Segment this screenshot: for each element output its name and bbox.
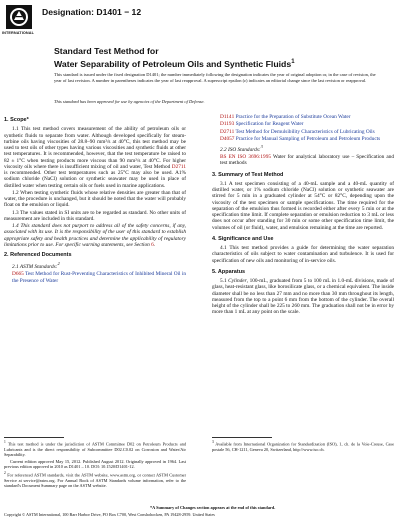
section-1-heading: 1. Scope*: [4, 117, 29, 123]
copyright-line: Copyright © ASTM International, 100 Barr Harbor Drive, PO Box C700, West Conshohocken, PA 19428-2959. United States: [4, 512, 215, 517]
link-section-6[interactable]: 6: [151, 241, 154, 248]
reference-code[interactable]: D2711: [220, 128, 235, 135]
reference-d1141[interactable]: [212, 114, 394, 120]
paragraph-1-1-tail: is recommended. Other test temperatures such as 25°C may also be used. A1% sodium chloride (NaCl) solution or synthetic seawater may be used in place of distilled water when testing certain oils or fuels used in marine applications.: [4, 170, 186, 189]
reference-d4057[interactable]: [212, 136, 394, 142]
footnote-1-text: This test method is under the jurisdiction of ASTM Committee D02 on Petroleum Products and Lubricants and is the direct responsibility of Subcommittee D02.C0.02 on Corrosion and Water/Air Separability.: [4, 441, 186, 457]
title-line-1: Standard Test Method for: [54, 46, 159, 56]
footnotes-right: [212, 440, 394, 452]
dod-note: This standard has been approved for use by agencies of the Department of Defense.: [54, 99, 205, 104]
reference-d1193[interactable]: [212, 121, 394, 127]
left-column: [4, 114, 186, 285]
paragraph-1-3: 1.3 The values stated in SI units are to be regarded as standard. No other units of measurement are included in this standard.: [4, 209, 186, 222]
title-line-2: [54, 57, 354, 69]
reference-code[interactable]: D1141: [220, 114, 235, 120]
reference-d665[interactable]: [4, 271, 186, 284]
paragraph-1-4: 1.4 This standard does not purport to address all of the safety concerns, if any, associated with its use. It is the responsibility of the user of this standard to establish appropriate safety and health practices and determine the applicability of regulatory limitations prior to use. For specific warning statements, see Section 6.: [4, 223, 186, 248]
section-5-heading: 5. Apparatus: [212, 268, 246, 275]
right-column: [212, 114, 394, 317]
paragraph-5-1-term: Cylinder: [228, 278, 247, 285]
reference-code[interactable]: BS EN ISO 3696:1995: [220, 154, 272, 161]
paragraph-5-1: [212, 278, 394, 316]
reference-code[interactable]: D4057: [220, 135, 235, 142]
paragraph-1-1: [4, 126, 186, 189]
astm-logo: [4, 4, 34, 38]
footnote-divider: [4, 437, 64, 438]
reference-code[interactable]: D1193: [220, 121, 235, 128]
footnotes-left: [4, 440, 186, 490]
paragraph-5-1-text: , 100-mL, graduated from 5 to 100 mL in 1.0-mL divisions, made of glass, heat-resistant glass, like borosilicate glass, or a chemical equivalent. The inside diameter shall be no less than 27 mm and no more than 30 mm throughout its length, measured from the top to a point 6 mm from the bottom of the cylinder. The overall height of the cylinder shall be 225 to 260 mm. The graduation shall not be in error by more than 1 mL at any point on the scale.: [212, 278, 394, 316]
reference-title[interactable]: Practice for the Preparation of Substitute Ocean Water: [235, 114, 351, 120]
paragraph-1-1-text: 1.1 This test method covers measurement of the ability of petroleum oils or synthetic fluids to separate from water. Although developed specifically for steam-turbine oils having viscosities of 28.8–90 mm²/s at 40°C, this test method may be used to test oils of other types having various viscosities and synthetic fluids at other test temperatures. It is recommended, however, that the test temperature be raised to 82 ± 1°C when testing products more viscous than 90 mm²/s at 40°C. For higher viscosity oils where there is insufficient mixing of oil and water, Test Method: [4, 126, 186, 170]
title-main: Water Separability of Petroleum Oils and Synthetic Fluids: [54, 58, 292, 69]
paragraph-2-2: [212, 144, 394, 153]
summary-of-changes-note: *A Summary of Changes section appears at the end of this standard.: [150, 505, 276, 510]
designation: Designation: D1401 − 12: [42, 7, 142, 17]
link-d2711[interactable]: D2711: [171, 163, 187, 170]
issuance-note: This standard is issued under the fixed designation D1401; the number immediately following the designation indicates the year of original adoption or, in the case of revision, the year of last revision. A number in parentheses indicates the year of last reapproval. A superscript epsilon (ε) indicates an editorial change since the last revision or reapproval.: [54, 72, 376, 83]
paragraph-5-1-lead: 5.1: [220, 278, 227, 285]
reference-iso-3696[interactable]: [212, 154, 394, 167]
paragraph-2-1-text: 2.1 ASTM Standards:: [12, 264, 58, 271]
footnote-divider-right: [212, 437, 272, 438]
reference-d2711[interactable]: [212, 129, 394, 135]
footnote-1b: Current edition approved May 15, 2012. Published August 2012. Originally approved in 1964. Last previous edition approved in 2010 as D1401 – 10. DOI: 10.1520/D1401-12.: [4, 459, 186, 470]
footnote-2: $^2$ For referenced ASTM standards, visit the ASTM website, www.astm.org, or contact ASTM Customer Service at service@astm.org. For Annual Book of ASTM Standards volume information, refer to the standard's Document Summary page on the ASTM website.: [4, 471, 186, 489]
paragraph-4-1: 4.1 This test method provides a guide for determining the water separation characteristics of oils subject to water contamination and turbulence. It is used for specification of new oils and monitoring of in-service oils.: [212, 245, 394, 264]
section-4-heading: 4. Significance and Use: [212, 235, 274, 242]
reference-title[interactable]: Test Method for Rust-Preventing Characteristics of Inhibited Mineral Oil in the Presence of Water: [12, 271, 186, 284]
footnote-mark-3: 3: [260, 144, 263, 149]
section-3-heading: 3. Summary of Test Method: [212, 171, 284, 178]
section-2-heading: 2. Referenced Documents: [4, 252, 72, 258]
paragraph-1-2: 1.2 When testing synthetic fluids whose relative densities are greater than that of water, the procedure is unchanged, but it should be noted that the water will probably float on the emulsion or liquid.: [4, 189, 186, 209]
reference-title[interactable]: Practice for Manual Sampling of Petroleum and Petroleum Products: [235, 135, 381, 142]
reference-title[interactable]: Specification for Reagent Water: [235, 121, 304, 128]
logo-text: INTERNATIONAL: [2, 31, 35, 35]
footnote-3: $^3$ Available from International Organization for Standardization (ISO), 1, ch. de la Voie-Creuse, Case postale 56, CH-1211, Geneva 20, Switzerland, http://www.iso.ch.: [212, 440, 394, 452]
reference-code[interactable]: D665: [12, 271, 24, 278]
paragraph-2-1: [4, 261, 186, 270]
reference-title: Water for analytical laboratory use – Specification and test methods: [220, 154, 394, 167]
paragraph-1-4-text: 1.4 This standard does not purport to address all of the safety concerns, if any, associated with its use. It is the responsibility of the user of this standard to establish appropriate safety and health practices and determine the applicability of regulatory limitations prior to use. For specific warning statements, see Section: [4, 223, 186, 248]
reference-title[interactable]: Test Method for Demulsibility Characteristics of Lubricating Oils: [235, 128, 375, 135]
footnote-3-text: Available from International Organization for Standardization (ISO), 1, ch. de la Voie-Creuse, Case postale 56, CH-1211, Geneva 20, Switzerland, http://www.iso.ch.: [212, 441, 394, 452]
title-footnote-mark: 1: [291, 58, 295, 65]
footnote-mark-2: 2: [57, 261, 60, 267]
paragraph-2-2-text: 2.2 ISO Standards:: [220, 146, 261, 153]
document-title: [54, 46, 354, 69]
footnote-1: $^1$ This test method is under the jurisdiction of ASTM Committee D02 on Petroleum Products and Lubricants and is the direct responsibility of Subcommittee D02.C0.02 on Corrosion and Water/Air Separability.: [4, 440, 186, 457]
paragraph-3-1: 3.1 A test specimen consisting of a 40-mL sample and a 40-mL quantity of distilled water, or 1% sodium chloride (NaCl) solution or synthetic seawater are stirred for 5 min in a graduated cylinder at 54°C or 82°C, depending upon the viscosity of the test specimen or sample specifications. The time required for the separation of the emulsion thus formed is recorded either after every 5 min or at the specification time limit. If complete separation or emulsion reduction to 3 mL or less does not occur after standing for 30 min or some other specification time limit, the volumes of oil (or fluid), water, and emulsion remaining at the time are reported.: [212, 180, 394, 231]
footnote-2-text: For referenced ASTM standards, visit the ASTM website, www.astm.org, or contact ASTM Customer Service at service@astm.org. For Annual Book of ASTM Standards volume information, refer to the standard's Document Summary page on the ASTM website.: [4, 472, 186, 489]
